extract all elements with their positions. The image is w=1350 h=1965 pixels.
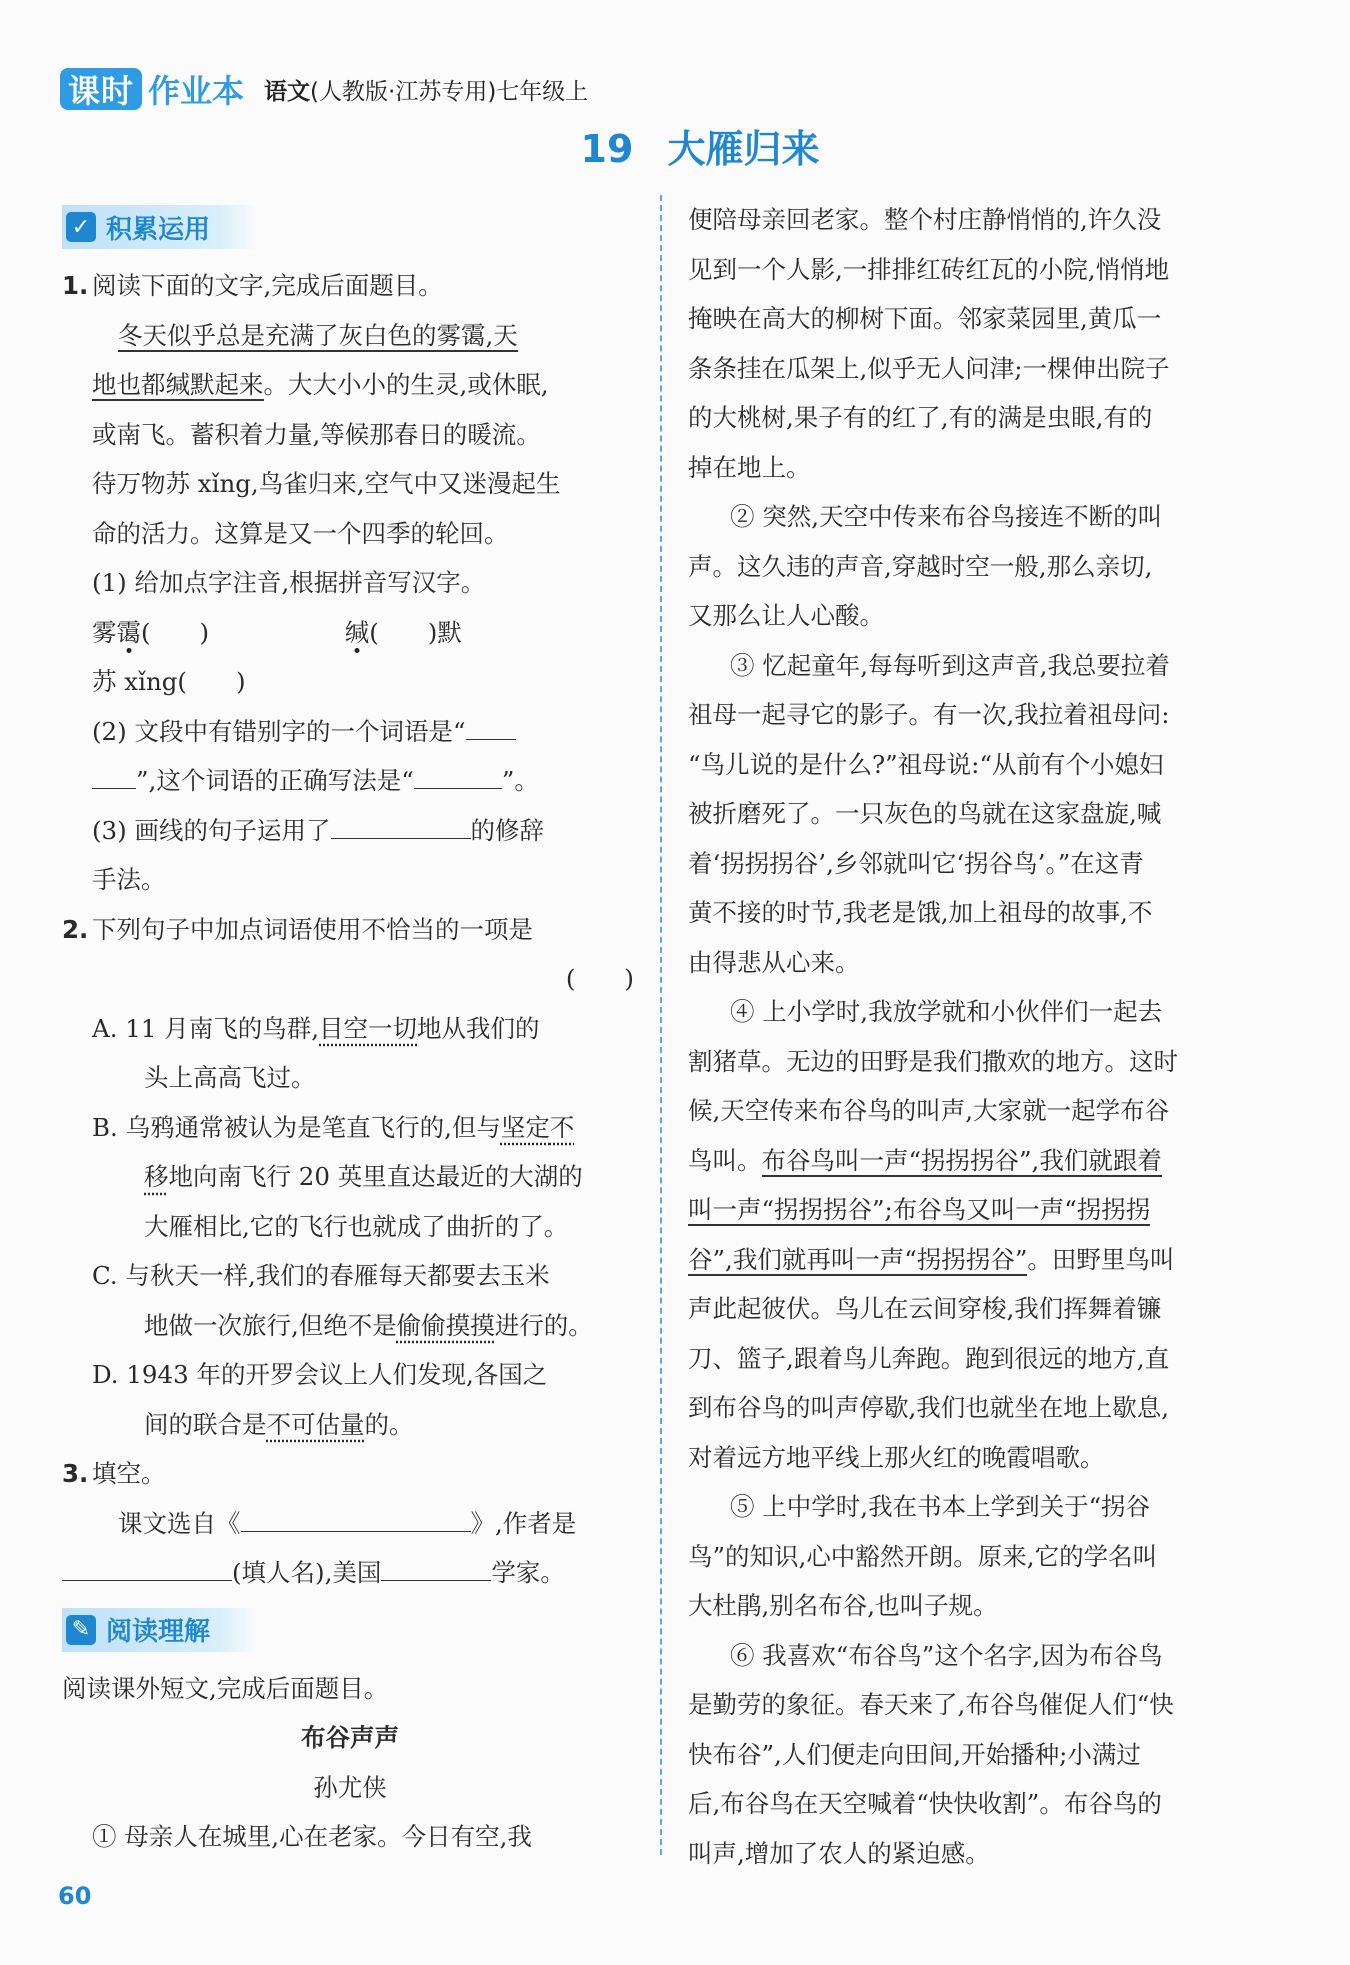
subquestion-text: (2) 文段中有错别字的一个词语是“ [92, 716, 466, 746]
article-line: 被折磨死了。一只灰色的鸟就在这家盘旋,喊 [688, 799, 1162, 828]
dotted-char: 缄 [344, 617, 370, 647]
pinyin-items [62, 608, 638, 658]
subquestion-text: 的修辞 [470, 815, 544, 845]
article-line: 又那么让人心酸。 [688, 601, 884, 630]
article-line: 是勤劳的象征。春天来了,布谷鸟催促人们“快 [688, 1690, 1174, 1719]
option-d: D. 1943 年的开罗会议上人们发现,各国之 [92, 1360, 548, 1389]
article-text: 。田野里鸟叫 [1027, 1244, 1175, 1274]
article-line: 后,布谷鸟在天空喊着“快快收割”。布谷鸟的 [688, 1789, 1162, 1818]
underlined-text: 冬天似乎总是充满了灰白色的雾霭,天 [118, 320, 518, 350]
answer-blank[interactable] [466, 713, 516, 740]
pencil-icon: ✎ [66, 1615, 96, 1645]
question-number: 1. [62, 271, 89, 300]
subquestion-text: ”。 [501, 766, 539, 795]
question-prompt: 下列句子中加点词语使用不恰当的一项是 [92, 914, 533, 944]
article-line: ⑥ 我喜欢“布谷鸟”这个名字,因为布谷鸟 [730, 1640, 1163, 1670]
article-line: 的大桃树,果子有的红了,有的满是虫眼,有的 [688, 403, 1153, 432]
answer-blank[interactable] [381, 1554, 491, 1581]
section-banner-practice [62, 205, 257, 249]
passage-text: 。大大小小的生灵,或休眠, [263, 370, 549, 399]
dotted-word: 坚定 [500, 1112, 550, 1142]
article-line: ⑤ 上中学时,我在书本上学到关于“拐谷 [730, 1492, 1151, 1521]
article-line: ④ 上小学时,我放学就和小伙伴们一起去 [730, 997, 1163, 1026]
right-column [688, 195, 1264, 1878]
lesson-title [0, 118, 1350, 173]
fill-text: 学家。 [491, 1558, 565, 1587]
section-title: 积累运用 [106, 214, 211, 245]
question-number: 2. [62, 914, 89, 944]
passage-line: 或南飞。蓄积着力量,等候那春日的暖流。 [92, 419, 541, 449]
article-body [688, 195, 1264, 1136]
article-line: 快布谷”,人们便走向田间,开始播种;小满过 [688, 1739, 1141, 1769]
article-paragraph-1: ① 母亲人在城里,心在老家。今日有空,我 [92, 1822, 532, 1851]
article-line: 到布谷鸟的叫声停歇,我们也就坐在地上歇息, [688, 1393, 1170, 1422]
article-author: 孙尤侠 [313, 1772, 387, 1802]
option-text: 地向南飞行 20 英里直达最近的大湖的 [168, 1162, 583, 1191]
article-line: 掉在地上。 [688, 452, 811, 482]
underlined-text: 叫一声“拐拐拐谷”;布谷鸟又叫一声“拐拐拐 [688, 1195, 1151, 1224]
subquestion-2-cont [62, 756, 638, 806]
question-prompt: 阅读下面的文字,完成后面题目。 [92, 271, 443, 300]
option-a-cont: 头上高高飞过。 [144, 1063, 316, 1092]
option-b-cont: 大雁相比,它的飞行也就成了曲折的了。 [144, 1211, 569, 1241]
article-line: 割猪草。无边的田野是我们撒欢的地方。这时 [688, 1046, 1178, 1076]
article-line: 着‘拐拐拐谷’,乡邻就叫它‘拐谷鸟’。”在这青 [688, 848, 1144, 878]
left-column [62, 195, 638, 1862]
underlined-text: 地也都缄默起来 [92, 370, 264, 399]
char-item: ( )默 [369, 617, 462, 647]
option-text: A. 11 月南飞的鸟群, [92, 1013, 320, 1043]
article-line: 黄不接的时节,我老是饿,加上祖母的故事,不 [688, 898, 1153, 927]
subject-label: 语文 [264, 78, 311, 105]
pinyin-item: 苏 xǐng( ) [92, 667, 246, 696]
article-line [688, 1185, 1264, 1235]
passage-line: 待万物苏 xǐng,鸟雀归来,空气中又迷漫起生 [92, 469, 561, 498]
subquestion-text: (3) 画线的句子运用了 [92, 815, 331, 845]
article-line: 对着远方地平线上那火红的晚霞唱歌。 [688, 1442, 1105, 1472]
answer-blank[interactable] [414, 762, 502, 789]
checkmark-icon: ✓ [66, 212, 96, 242]
answer-blank[interactable] [92, 762, 136, 789]
lesson-number: 19 [580, 127, 634, 171]
question-3 [62, 1449, 638, 1499]
subquestion-1: (1) 给加点字注音,根据拼音写汉字。 [92, 568, 486, 597]
char-item: 雾 [92, 617, 117, 647]
option-text: 地从我们的 [417, 1013, 540, 1043]
article-line: ③ 忆起童年,每每听到这声音,我总要拉着 [730, 650, 1170, 680]
dotted-word: 偷偷摸摸 [396, 1310, 495, 1340]
underlined-text: 布谷鸟叫一声“拐拐拐谷”,我们就跟着 [761, 1145, 1162, 1175]
article-line: 条条挂在瓜架上,似乎无人问津;一棵伸出院子 [688, 353, 1170, 383]
question-1 [62, 261, 638, 311]
article-line: 刀、篮子,跟着鸟儿奔跑。跑到很远的地方,直 [688, 1343, 1170, 1373]
fill-text: 》,作者是 [470, 1508, 577, 1538]
answer-paren[interactable]: ( ) [565, 964, 634, 993]
option-c-cont [62, 1301, 638, 1351]
article-line: 声此起彼伏。鸟儿在云间穿梭,我们挥舞着镰 [688, 1294, 1162, 1323]
article-line: 大杜鹃,别名布谷,也叫子规。 [688, 1591, 998, 1620]
answer-blank[interactable] [331, 812, 471, 839]
passage-line [62, 311, 638, 361]
section-banner-reading [62, 1608, 257, 1652]
dotted-char: 霭 [116, 617, 141, 647]
subquestion-text: ”,这个词语的正确写法是“ [136, 766, 414, 795]
fill-text: (填人名),美国 [232, 1558, 382, 1587]
option-text: 地做一次旅行,但绝不是 [144, 1310, 397, 1340]
article-line: “鸟儿说的是什么?”祖母说:“从前有个小媳妇 [688, 749, 1164, 779]
article-line [688, 1235, 1264, 1285]
article-text: 鸟叫。 [688, 1145, 762, 1175]
page-number: 60 [58, 1882, 92, 1910]
book-info [264, 73, 588, 106]
underlined-text: 谷”,我们就再叫一声“拐拐拐谷” [688, 1244, 1028, 1274]
answer-blank[interactable] [241, 1505, 471, 1532]
option-b-cont [62, 1152, 638, 1202]
option-a [62, 1004, 638, 1054]
answer-paren: ( ) [141, 617, 210, 647]
article-line: 鸟”的知识,心中豁然开朗。原来,它的学名叫 [688, 1541, 1158, 1571]
article-title: 布谷声声 [301, 1723, 399, 1752]
question-2 [62, 905, 638, 955]
dotted-word: 不可估量 [266, 1409, 365, 1439]
article-line: 叫声,增加了农人的紧迫感。 [688, 1838, 990, 1868]
fill-text: 课文选自《 [118, 1508, 241, 1538]
article-line: 掩映在高大的柳树下面。邻家菜园里,黄瓜一 [688, 304, 1162, 333]
option-text: 间的联合是 [144, 1409, 267, 1439]
lesson-name: 大雁归来 [667, 127, 820, 171]
fill-line-1 [62, 1499, 638, 1549]
option-text: 进行的。 [494, 1310, 593, 1340]
dotted-word: 不 [549, 1112, 575, 1142]
section-title: 阅读理解 [106, 1617, 211, 1647]
article-body-cont [688, 1284, 1264, 1878]
article-line: 声。这久违的声音,穿越时空一般,那么亲切, [688, 551, 1153, 581]
article-line: 候,天空传来布谷鸟的叫声,大家就一起学布谷 [688, 1096, 1170, 1125]
article-line: 便陪母亲回老家。整个村庄静悄悄的,许久没 [688, 205, 1162, 234]
article-line [688, 1136, 1264, 1186]
dotted-word: 目空一切 [319, 1013, 418, 1043]
logo-text: 作业本 [148, 72, 245, 110]
option-text: 的。 [364, 1409, 414, 1439]
article-line: 由得悲从心来。 [688, 947, 860, 977]
question-prompt: 填空。 [92, 1459, 166, 1488]
dotted-word: 移 [144, 1162, 169, 1191]
article-line: 见到一个人影,一排排红砖红瓦的小院,悄悄地 [688, 254, 1170, 284]
passage-line [62, 360, 638, 410]
option-text: B. 乌鸦通常被认为是笔直飞行的,但与 [92, 1112, 501, 1142]
option-c: C. 与秋天一样,我们的春雁每天都要去玉米 [92, 1261, 550, 1290]
header [60, 66, 588, 112]
subquestion-3 [62, 806, 638, 856]
subquestion-2 [62, 707, 638, 757]
subquestion-3-cont: 手法。 [92, 865, 166, 894]
answer-blank[interactable] [62, 1554, 232, 1581]
reading-intro: 阅读课外短文,完成后面题目。 [62, 1673, 389, 1703]
option-b [62, 1103, 638, 1153]
column-divider [660, 195, 662, 1855]
article-line: 祖母一起寻它的影子。有一次,我拉着祖母问: [688, 700, 1170, 729]
edition-label: (人教版·江苏专用)七年级上 [310, 78, 589, 105]
passage-line: 命的活力。这算是又一个四季的轮回。 [92, 518, 509, 548]
article-line: ② 突然,天空中传来布谷鸟接连不断的叫 [730, 502, 1163, 531]
logo-badge: 课时 [60, 68, 142, 110]
option-d-cont [62, 1400, 638, 1450]
fill-line-2 [62, 1548, 638, 1598]
question-number: 3. [62, 1459, 89, 1488]
